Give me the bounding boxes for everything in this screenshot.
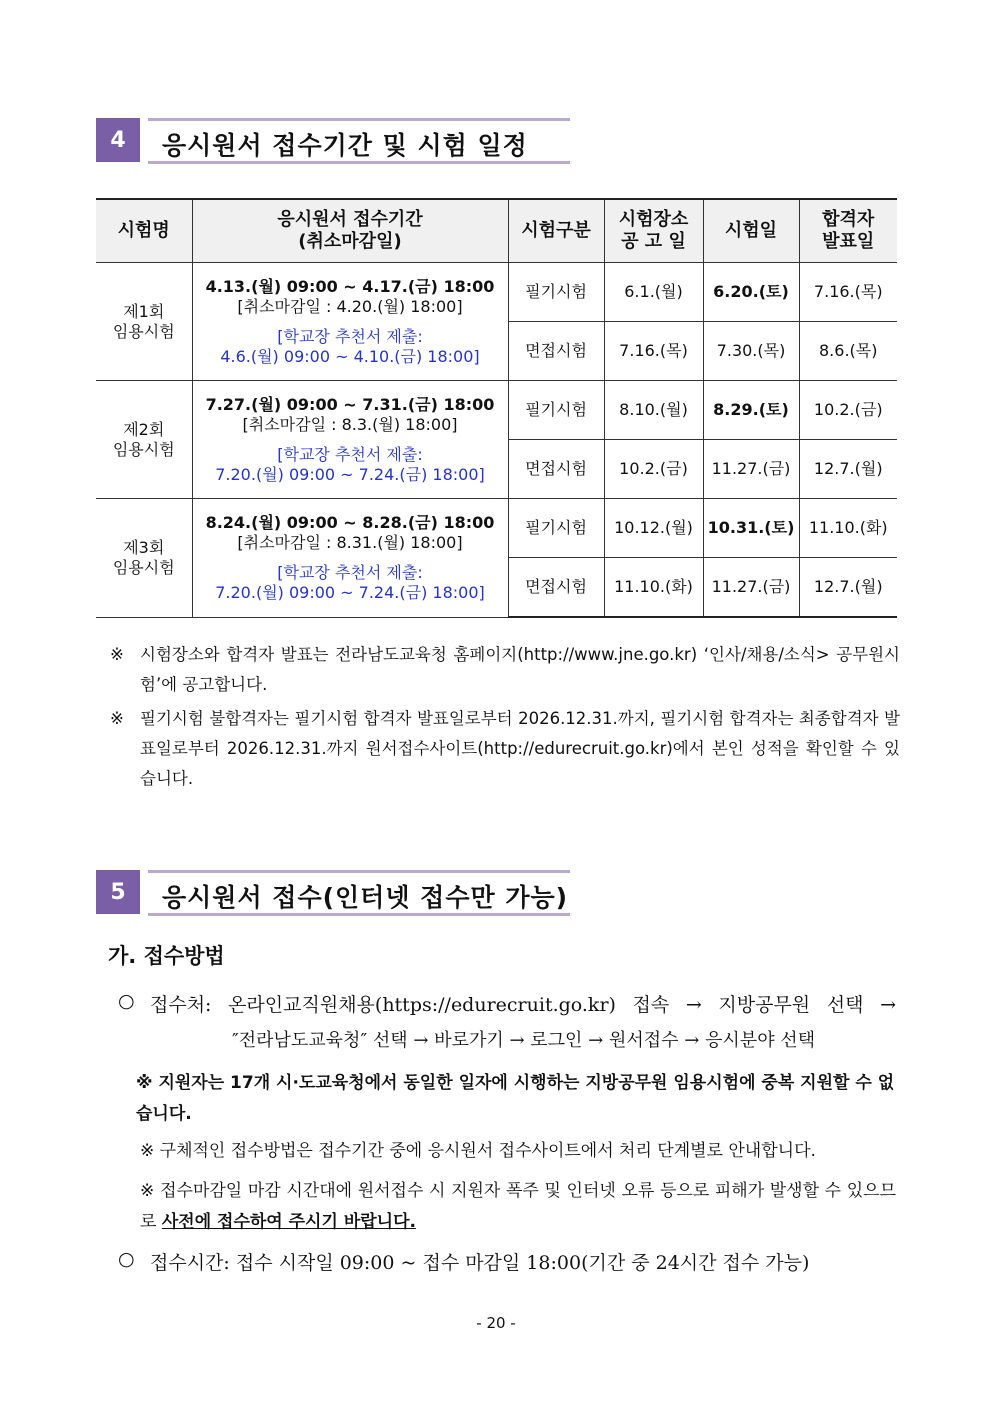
note-item — [110, 704, 900, 794]
result-date: 10.2.(금) — [799, 381, 897, 440]
note-mark: ※ — [110, 645, 124, 664]
recommend-line2: 7.20.(월) 09:00 ~ 7.24.(금) 18:00] — [215, 464, 485, 484]
header-exam-name: 시험명 — [96, 199, 192, 263]
section-4-heading — [96, 118, 570, 166]
result-date: 12.7.(월) — [799, 558, 897, 618]
header-result-line2: 발표일 — [822, 231, 875, 252]
round-name-line2: 임용시험 — [112, 321, 175, 341]
duplicate-notice-text: ※ 지원자는 17개 시·도교육청에서 동일한 일자에 시행하는 지방공무원 임용시험에 중복 지원할 수 없습니다. — [136, 1073, 895, 1124]
exam-date: 11.27.(금) — [703, 440, 799, 499]
section-5-heading — [96, 870, 570, 918]
round-name — [96, 499, 192, 618]
section-4-notes — [110, 640, 900, 798]
venue-date: 6.1.(월) — [604, 263, 703, 322]
table-row — [96, 499, 897, 558]
exam-schedule-table — [96, 198, 897, 618]
round-name — [96, 381, 192, 499]
exam-type: 필기시험 — [508, 263, 604, 322]
result-date: 12.7.(월) — [799, 440, 897, 499]
note-text: 필기시험 불합격자는 필기시험 합격자 발표일로부터 2026.12.31.까지, 필기시험 합격자는 최종합격자 발표일로부터 2026.12.31.까지 원서접수사이트(http://edurecruit.go.kr)에서 본인 성적을 확인할 수 있습니다. — [140, 709, 900, 788]
venue-date: 10.2.(금) — [604, 440, 703, 499]
page-number: - 20 - — [476, 1314, 516, 1332]
exam-type: 필기시험 — [508, 381, 604, 440]
deadline-emphasis: 사전에 접수하여 주시기 바랍니다. — [161, 1212, 416, 1232]
header-exam-date: 시험일 — [703, 199, 799, 263]
period-text: 8.24.(월) 09:00 ~ 8.28.(금) 18:00 — [205, 512, 495, 532]
deadline-notice — [140, 1176, 896, 1238]
header-type: 시험구분 — [508, 199, 604, 263]
where-bullet: ○ — [118, 990, 135, 1012]
period-text: 4.13.(월) 09:00 ~ 4.17.(금) 18:00 — [205, 276, 495, 296]
header-venue-line2: 공 고 일 — [621, 231, 686, 252]
period-text: 7.27.(월) 09:00 ~ 7.31.(금) 18:00 — [205, 394, 495, 414]
exam-date: 6.20.(토) — [703, 263, 799, 322]
recommend-line1: [학교장 추천서 제출: — [277, 444, 423, 464]
venue-date: 8.10.(월) — [604, 381, 703, 440]
exam-date: 7.30.(목) — [703, 322, 799, 381]
recommend-line2: 7.20.(월) 09:00 ~ 7.24.(금) 18:00] — [215, 582, 485, 602]
method-notice: ※ 구체적인 접수방법은 접수기간 중에 응시원서 접수사이트에서 처리 단계별로 안내합니다. — [140, 1141, 816, 1161]
exam-type: 면접시험 — [508, 322, 604, 381]
venue-date: 10.12.(월) — [604, 499, 703, 558]
section-title: 응시원서 접수기간 및 시험 일정 — [162, 131, 528, 160]
header-period-line2: (취소마감일) — [298, 231, 402, 252]
result-date: 11.10.(화) — [799, 499, 897, 558]
time-bullet: ○ — [118, 1248, 135, 1270]
where-line2: ″전라남도교육청″ 선택 → 바로가기 → 로그인 → 원서접수 → 응시분야 선택 — [232, 1030, 816, 1051]
note-mark: ※ — [110, 709, 124, 728]
duplicate-notice — [136, 1068, 896, 1130]
recommend-line1: [학교장 추천서 제출: — [277, 326, 423, 346]
round-name-line2: 임용시험 — [112, 439, 175, 459]
recommend-line2: 4.6.(월) 09:00 ~ 4.10.(금) 18:00] — [220, 346, 480, 366]
note-item — [110, 640, 900, 700]
header-period-line1: 응시원서 접수기간 — [277, 208, 423, 230]
header-period — [192, 199, 508, 263]
round-period — [192, 499, 508, 618]
exam-date: 11.27.(금) — [703, 558, 799, 618]
table-header-row — [96, 199, 897, 263]
recommend-line1: [학교장 추천서 제출: — [277, 562, 423, 582]
header-venue-announce — [604, 199, 703, 263]
section-title-box — [148, 118, 570, 164]
section-number: 5 — [96, 870, 140, 914]
header-result-line1: 합격자 — [822, 208, 875, 230]
round-name-line2: 임용시험 — [112, 557, 175, 577]
exam-type: 면접시험 — [508, 440, 604, 499]
cancel-deadline: [취소마감일 : 8.3.(월) 18:00] — [242, 414, 458, 434]
where-line1: 접수처: 온라인교직원채용(https://edurecruit.go.kr) 접속 → 지방공무원 선택 → — [150, 994, 896, 1016]
round-period — [192, 381, 508, 499]
time-text: 접수시간: 접수 시작일 09:00 ~ 접수 마감일 18:00(기간 중 24시간 접수 가능) — [150, 1252, 810, 1274]
exam-date: 8.29.(토) — [703, 381, 799, 440]
round-name-line1: 제3회 — [123, 537, 165, 557]
cancel-deadline: [취소마감일 : 8.31.(월) 18:00] — [237, 532, 463, 552]
section-title-box — [148, 870, 570, 916]
header-venue-line1: 시험장소 — [618, 208, 689, 230]
note-text: 시험장소와 합격자 발표는 전라남도교육청 홈페이지(http://www.jne.go.kr) ‘인사/채용/소식> 공무원시험’에 공고합니다. — [140, 645, 900, 694]
venue-date: 11.10.(화) — [604, 558, 703, 618]
section-number: 4 — [96, 118, 140, 162]
round-name-line1: 제1회 — [123, 301, 165, 321]
exam-type: 면접시험 — [508, 558, 604, 618]
venue-date: 7.16.(목) — [604, 322, 703, 381]
result-date: 7.16.(목) — [799, 263, 897, 322]
deadline-notice-text: ※ 접수마감일 마감 시간대에 원서접수 시 지원자 폭주 및 인터넷 오류 등으로 피해가 발생할 수 있으므로 — [140, 1181, 896, 1232]
round-name-line1: 제2회 — [123, 419, 165, 439]
table-row — [96, 381, 897, 440]
result-date: 8.6.(목) — [799, 322, 897, 381]
header-result-date — [799, 199, 897, 263]
cancel-deadline: [취소마감일 : 4.20.(월) 18:00] — [237, 296, 463, 316]
section-title: 응시원서 접수(인터넷 접수만 가능) — [162, 883, 569, 912]
exam-type: 필기시험 — [508, 499, 604, 558]
subsection-title: 가. 접수방법 — [108, 944, 225, 968]
round-period — [192, 263, 508, 381]
table-row — [96, 263, 897, 322]
exam-date: 10.31.(토) — [703, 499, 799, 558]
round-name — [96, 263, 192, 381]
